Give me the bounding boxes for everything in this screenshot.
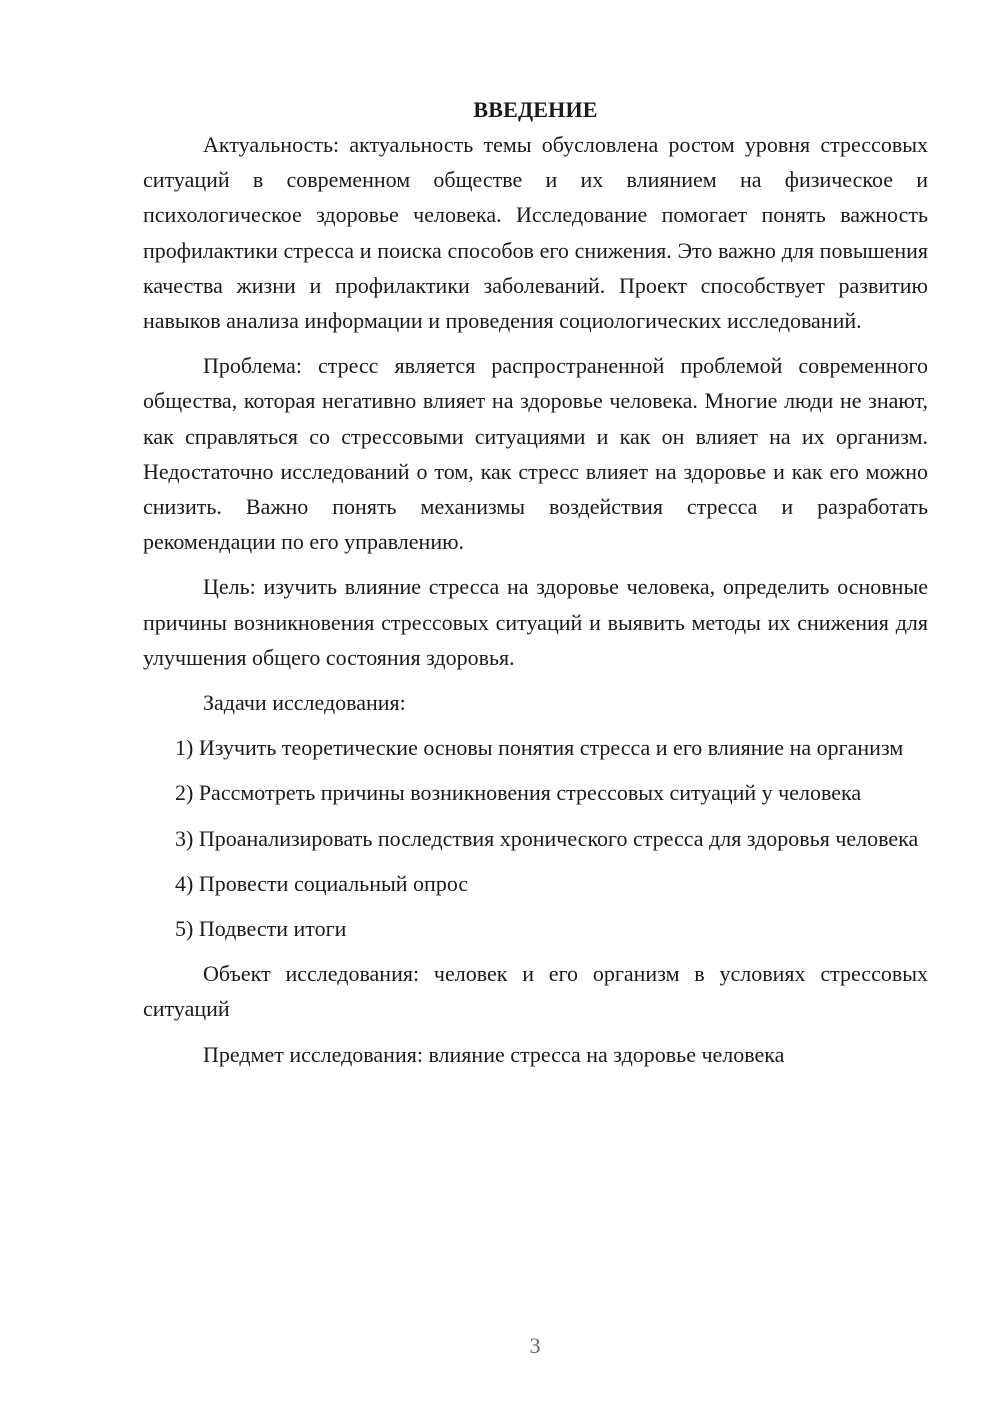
task-item-5: 5) Подвести итоги bbox=[175, 916, 347, 942]
task-item-2: 2) Рассмотреть причины возникновения стрессовых ситуаций у человека bbox=[175, 780, 862, 806]
task-item-3: 3) Проанализировать последствия хронического стресса для здоровья человека bbox=[175, 825, 919, 851]
paragraph-subject: Предмет исследования: влияние стресса на здоровье человека bbox=[203, 1041, 785, 1067]
task-item-1: 1) Изучить теоретические основы понятия стресса и его влияние на организм bbox=[175, 735, 904, 761]
page-number: 3 bbox=[529, 1333, 541, 1358]
page-title: ВВЕДЕНИЕ bbox=[473, 97, 598, 122]
document-page bbox=[143, 92, 928, 1082]
paragraph-relevance: Актуальность: актуальность темы обусловлена ростом уровня стрессовых ситуаций в современном обществе и их влиянием на физическое и психологическое здоровье человека. Исследование помогает понять важность профилактики стресса и поиска способов его снижения. Это важно для повышения качества жизни и профилактики заболеваний. Проект способствует развитию навыков анализа информации и проведения социологических исследований. bbox=[143, 132, 928, 334]
tasks-heading: Задачи исследования: bbox=[203, 690, 406, 716]
paragraph-goal: Цель: изучить влияние стресса на здоровье человека, определить основные причины возникновения стрессовых ситуаций и выявить методы их снижения для улучшения общего состояния здоровья. bbox=[143, 574, 928, 670]
task-item-4: 4) Провести социальный опрос bbox=[175, 870, 469, 896]
paragraph-object: Объект исследования: человек и его организм в условиях стрессовых ситуаций bbox=[143, 961, 928, 1022]
paragraph-problem: Проблема: стресс является распространенной проблемой современного общества, которая негативно влияет на здоровье человека. Многие люди не знают, как справляться со стрессовыми ситуациями и как он влияет на их организм. Недостаточно исследований о том, как стресс влияет на здоровье и как его можно снизить. Важно понять механизмы воздействия стресса и разработать рекомендации по его управлению. bbox=[143, 353, 928, 555]
